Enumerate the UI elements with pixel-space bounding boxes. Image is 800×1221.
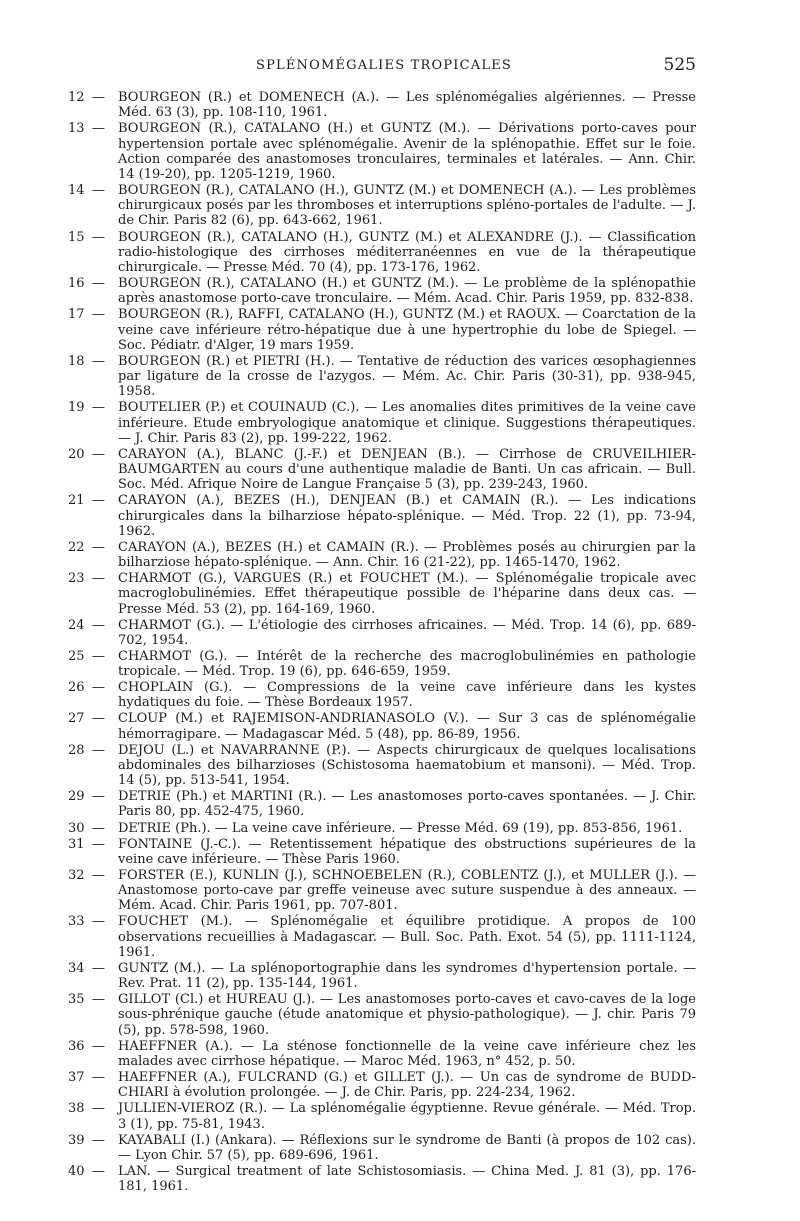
reference-text: FOUCHET (M.). — Splénomégalie et équilibre protidique. A propos de 100 observations recueillies à Madagascar. — Bull. Soc. Path. Exot. 54 (5), pp. 1111-1124, 1961. [118,914,696,960]
reference-text: KAYABALI (I.) (Ankara). — Réflexions sur le syndrome de Banti (à propos de 102 cas). — Lyon Chir. 57 (5), pp. 689-696, 1961. [118,1132,696,1163]
reference-entry [68,307,696,353]
reference-dash: — [92,1101,105,1117]
reference-number: 34 [68,960,85,976]
page-number: 525 [663,55,696,75]
reference-dash: — [92,90,105,105]
reference-text: BOURGEON (R.), RAFFI, CATALANO (H.), GUNTZ (M.) et RAOUX. — Coarctation de la veine cave inférieure rétro-hépatique due à une hypertrophie du lobe de Spiegel. — Soc. Pédiatr. d'Alger, 19 mars 1959. [118,307,696,353]
reference-dash: — [92,121,105,137]
reference-text: HAEFFNER (A.), FULCRAND (G.) et GILLET (J.). — Un cas de syndrome de BUDD-CHIARI à évolution prolongée. — J. de Chir. Paris, pp. 224-234, 1962. [118,1070,696,1101]
reference-entry [68,230,696,276]
reference-entry [68,649,696,679]
running-header [72,55,696,79]
reference-text: CHARMOT (G.). — L'étiologie des cirrhoses africaines. — Méd. Trop. 14 (6), pp. 689-702, 1954. [118,617,696,648]
reference-dash: — [92,446,105,462]
reference-number: 12 [68,90,85,105]
reference-text: BOURGEON (R.) et PIETRI (H.). — Tentative de réduction des varices œsophagiennes par ligature de la crosse de l'azygos. — Mém. Ac. Chir. Paris (30-31), pp. 938-945, 1958. [118,353,696,400]
reference-entry [68,400,696,446]
reference-dash: — [92,307,105,323]
reference-number: 29 [68,789,85,805]
reference-dash: — [92,836,105,852]
reference-number: 19 [68,400,85,416]
reference-entry [68,821,696,836]
reference-number: 33 [68,914,85,930]
reference-text: BOURGEON (R.) et DOMENECH (A.). — Les splénomégalies algériennes. — Presse Méd. 63 (3), pp. 108-110, 1961. [118,90,696,121]
reference-dash: — [92,571,105,587]
reference-entry [68,540,696,570]
reference-number: 30 [68,820,85,836]
reference-dash: — [92,1070,105,1086]
reference-text: BOURGEON (R.), CATALANO (H.) et GUNTZ (M.). — Dérivations porto-caves pour hypertension portale avec splénomégalie. Avenir de la splénopathie. Effet sur le foie. Action comparée des anastomoses tronculaires, terminales et latérales. — Ann. Chir. 14 (19-20), pp. 1205-1219, 1960. [118,121,696,182]
reference-number: 36 [68,1038,85,1054]
reference-dash: — [92,183,105,198]
reference-text: LAN. — Surgical treatment of late Schistosomiasis. — China Med. J. 81 (3), pp. 176-181, 1961. [118,1163,696,1195]
reference-dash: — [92,742,105,758]
reference-text: CHARMOT (G.), VARGUES (R.) et FOUCHET (M.). — Splénomégalie tropicale avec macroglobulinémies. Effet thérapeutique possible de l'héparine dans deux cas. — Presse Méd. 53 (2), pp. 164-169, 1960. [118,571,696,617]
reference-text: FONTAINE (J.-C.). — Retentissement hépatique des obstructions supérieures de la veine cave inférieure. — Thèse Paris 1960. [118,836,696,867]
reference-entry [68,447,696,493]
reference-entry [68,276,696,306]
reference-text: CARAYON (A.), BLANC (J.-F.) et DENJEAN (B.). — Cirrhose de CRUVEILHIER-BAUMGARTEN au cours d'une authentique maladie de Banti. Un cas africain. — Bull. Soc. Méd. Afrique Noire de Langue Française 5 (3), pp. 239-243, 1960. [118,446,696,493]
reference-number: 40 [68,1163,85,1179]
reference-text: BOUTELIER (P.) et COUINAUD (C.). — Les anomalies dites primitives de la veine cave inférieure. Etude embryologique anatomique et clinique. Suggestions thérapeutiques. — J. Chir. Paris 83 (2), pp. 199-222, 1962. [118,400,696,446]
reference-entry [68,90,696,120]
reference-text: DEJOU (L.) et NAVARRANNE (P.). — Aspects chirurgicaux de quelques localisations abdominales des bilharzioses (Schistosoma haematobium et mansoni). — Méd. Trop. 14 (5), pp. 513-541, 1954. [118,742,696,789]
reference-number: 16 [68,276,85,291]
reference-entry [68,992,696,1038]
reference-entry [68,868,696,914]
reference-entry [68,354,696,400]
reference-number: 22 [68,539,85,555]
reference-number: 13 [68,121,85,137]
reference-entry [68,618,696,648]
reference-text: BOURGEON (R.), CATALANO (H.), GUNTZ (M.) et ALEXANDRE (J.). — Classification radio-histologique des cirrhoses méditerranéennes en vue de la thérapeutique chirurgicale. — Presse Méd. 70 (4), pp. 173-176, 1962. [118,229,696,275]
reference-number: 24 [68,617,85,633]
reference-text: FORSTER (E.), KUNLIN (J.), SCHNOEBELEN (R.), COBLENTZ (J.), et MULLER (J.). — Anastomose porto-cave par greffe veineuse avec suture suspendue à des anneaux. — Mém. Acad. Chir. Paris 1961, pp. 707-801. [118,867,696,914]
reference-number: 25 [68,648,85,664]
reference-dash: — [92,539,105,555]
reference-dash: — [92,789,105,805]
reference-entry [68,1133,696,1163]
reference-dash: — [92,648,105,664]
reference-number: 28 [68,742,85,758]
reference-text: CHOPLAIN (G.). — Compressions de la veine cave inférieure dans les kystes hydatiques du foie. — Thèse Bordeaux 1957. [118,680,696,711]
reference-entry [68,914,696,960]
reference-text: GILLOT (Cl.) et HUREAU (J.). — Les anastomoses porto-caves et cavo-caves de la loge sous-phrénique gauche (étude anatomique et physio-pathologique). — J. chir. Paris 79 (5), pp. 578-598, 1960. [118,992,696,1038]
reference-entry [68,571,696,617]
reference-number: 15 [68,229,85,245]
reference-entry [68,961,696,991]
reference-number: 27 [68,711,85,727]
reference-dash: — [92,1132,105,1148]
reference-dash: — [92,229,105,245]
reference-number: 39 [68,1132,85,1148]
reference-number: 31 [68,836,85,852]
reference-dash: — [92,617,105,633]
reference-dash: — [92,1163,105,1179]
reference-text: DETRIE (Ph.). — La veine cave inférieure. — Presse Méd. 69 (19), pp. 853-856, 1961. [118,820,683,836]
running-title: SPLÉNOMÉGALIES TROPICALES [255,58,513,73]
reference-entry [68,789,696,819]
reference-text: BOURGEON (R.), CATALANO (H.) et GUNTZ (M.). — Le problème de la splénopathie après anastomose porto-cave tronculaire. — Mém. Acad. Chir. Paris 1959, pp. 832-838. [118,276,696,307]
reference-entry [68,1039,696,1069]
reference-entry [68,183,696,229]
reference-dash: — [92,914,105,930]
reference-number: 21 [68,493,85,509]
reference-dash: — [92,276,105,291]
reference-number: 38 [68,1101,85,1117]
reference-text: GUNTZ (M.). — La splénoportographie dans les syndromes d'hypertension portale. — Rev. Prat. 11 (2), pp. 135-144, 1961. [118,960,696,992]
reference-text: BOURGEON (R.), CATALANO (H.), GUNTZ (M.) et DOMENECH (A.). — Les problèmes chirurgicaux posés par les thromboses et interruptions spléno-portales de l'adulte. — J. de Chir. Paris 82 (6), pp. 643-662, 1961. [118,183,696,229]
reference-dash: — [92,353,105,369]
reference-text: CARAYON (A.), BEZES (H.), DENJEAN (B.) et CAMAIN (R.). — Les indications chirurgicales dans la bilharziose hépato-splénique. — Méd. Trop. 22 (1), pp. 73-94, 1962. [118,493,696,539]
reference-number: 18 [68,353,85,369]
reference-text: CHARMOT (G.). — Intérêt de la recherche des macroglobulinémies en pathologie tropicale. — Méd. Trop. 19 (6), pp. 646-659, 1959. [118,648,696,680]
reference-dash: — [92,992,105,1008]
reference-entry [68,680,696,710]
reference-dash: — [92,867,105,883]
reference-number: 20 [68,446,85,462]
reference-text: HAEFFNER (A.). — La sténose fonctionnelle de la veine cave inférieure chez les malades avec cirrhose hépatique. — Maroc Méd. 1963, n° 452, p. 50. [118,1038,696,1069]
reference-number: 23 [68,571,85,587]
reference-text: CLOUP (M.) et RAJEMISON-ANDRIANASOLO (V.). — Sur 3 cas de splénomégalie hémorragipare. — Madagascar Méd. 5 (48), pp. 86-89, 1956. [118,711,696,742]
reference-number: 35 [68,992,85,1008]
reference-number: 17 [68,307,85,323]
reference-entry [68,743,696,789]
reference-entry [68,1164,696,1194]
reference-text: JULLIEN-VIEROZ (R.). — La splénomégalie égyptienne. Revue générale. — Méd. Trop. 3 (1), pp. 75-81, 1943. [118,1101,696,1132]
reference-entry [68,837,696,867]
reference-dash: — [92,960,105,976]
reference-dash: — [92,1038,105,1054]
reference-list [68,90,696,1195]
reference-number: 37 [68,1070,85,1086]
reference-number: 26 [68,680,85,696]
reference-number: 14 [68,183,85,198]
reference-entry [68,121,696,182]
reference-entry [68,1070,696,1100]
reference-text: CARAYON (A.), BEZES (H.) et CAMAIN (R.). — Problèmes posés au chirurgien par la bilharziose hépato-splénique. — Ann. Chir. 16 (21-22), pp. 1465-1470, 1962. [118,539,696,570]
reference-dash: — [92,820,105,836]
reference-entry [68,1101,696,1131]
reference-dash: — [92,400,105,416]
reference-entry [68,493,696,539]
reference-number: 32 [68,867,85,883]
reference-dash: — [92,493,105,509]
reference-dash: — [92,680,105,696]
reference-text: DETRIE (Ph.) et MARTINI (R.). — Les anastomoses porto-caves spontanées. — J. Chir. Paris 80, pp. 452-475, 1960. [118,789,696,820]
reference-dash: — [92,711,105,727]
reference-entry [68,711,696,741]
